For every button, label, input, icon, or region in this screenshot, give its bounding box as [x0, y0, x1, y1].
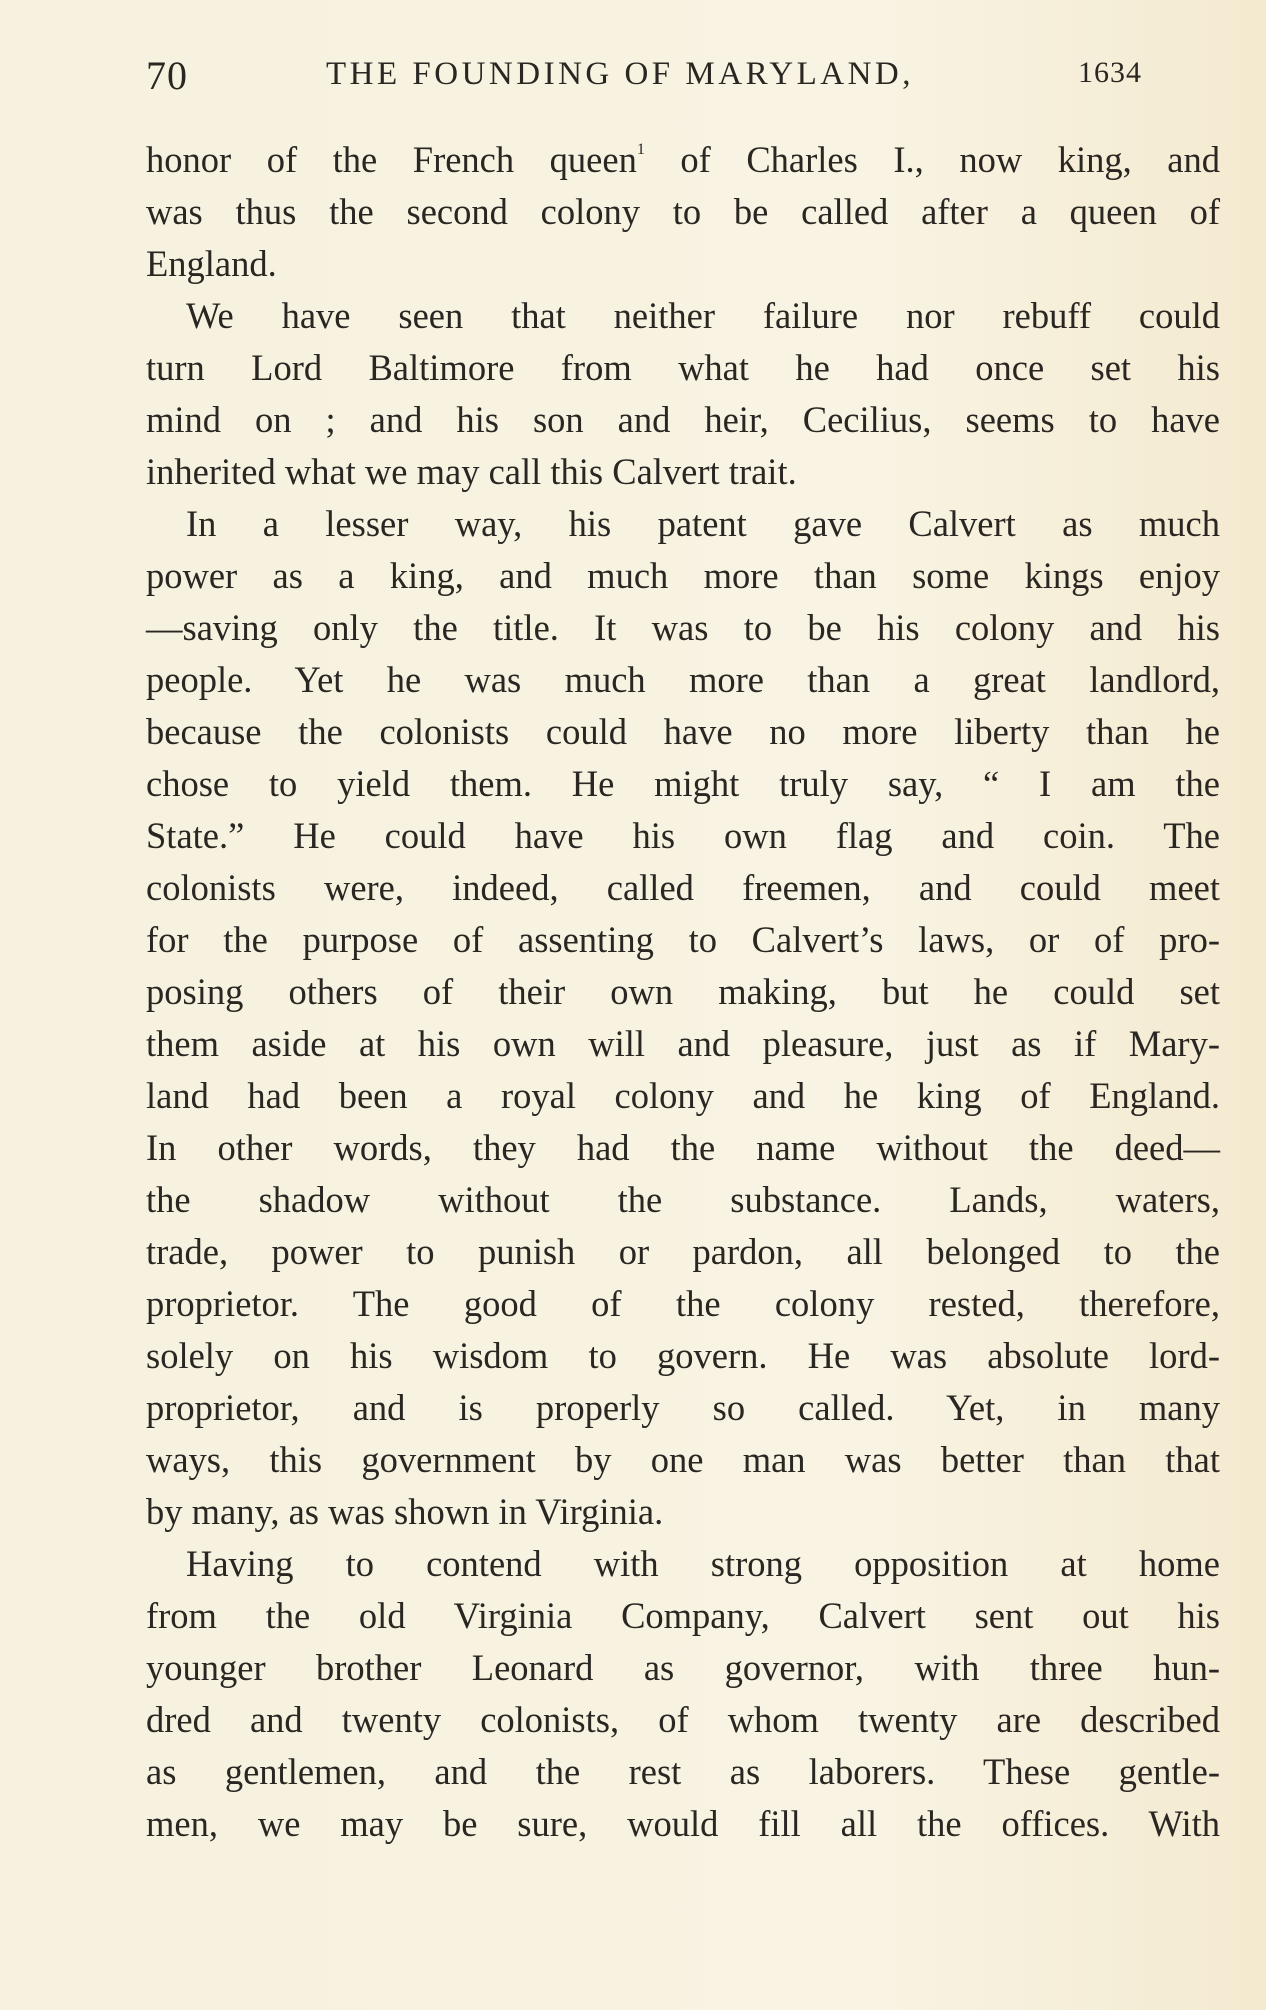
text-line: England.	[146, 243, 277, 284]
text-line: mind on ; and his son and heir, Cecilius, seems to have	[146, 399, 1220, 440]
text-line: them aside at his own will and pleasure, just as if Mary-	[146, 1023, 1220, 1064]
text-line: land had been a royal colony and he king of England.	[146, 1075, 1220, 1116]
text-line: because the colonists could have no more liberty than he	[146, 711, 1220, 752]
text-line: the shadow without the substance. Lands, waters,	[146, 1179, 1220, 1220]
text-line: honor of the French queen$^1$ of Charles I., now king, and	[146, 139, 1220, 180]
text-line: proprietor, and is properly so called. Yet, in many	[146, 1387, 1220, 1428]
text-line: Having to contend with strong opposition at home	[186, 1543, 1220, 1584]
text-line: inherited what we may call this Calvert trait.	[146, 451, 797, 492]
text-line: chose to yield them. He might truly say, “ I am the	[146, 763, 1220, 804]
text-line: by many, as was shown in Virginia.	[146, 1491, 664, 1532]
text-line: trade, power to punish or pardon, all belonged to the	[146, 1231, 1220, 1272]
text-line: dred and twenty colonists, of whom twenty are described	[146, 1699, 1220, 1740]
text-line: turn Lord Baltimore from what he had once set his	[146, 347, 1220, 388]
text-line: posing others of their own making, but he could set	[146, 971, 1220, 1012]
header-year: 1634	[1078, 56, 1142, 89]
text-line: people. Yet he was much more than a great landlord,	[146, 659, 1220, 700]
body-text	[146, 134, 1220, 1850]
text-line: was thus the second colony to be called after a queen of	[146, 191, 1220, 232]
text-line: men, we may be sure, would fill all the offices. With	[146, 1803, 1220, 1844]
running-title: THE FOUNDING OF MARYLAND,	[326, 56, 915, 92]
running-header	[146, 52, 1220, 102]
text-line: In other words, they had the name without the deed—	[146, 1127, 1220, 1168]
text-line: proprietor. The good of the colony rested, therefore,	[146, 1283, 1220, 1324]
text-line: —saving only the title. It was to be his colony and his	[146, 607, 1220, 648]
text-line: for the purpose of assenting to Calvert’s laws, or of pro-	[146, 919, 1220, 960]
text-line: ways, this government by one man was better than that	[146, 1439, 1220, 1480]
text-line: State.” He could have his own flag and coin. The	[146, 815, 1220, 856]
text-line: solely on his wisdom to govern. He was absolute lord-	[146, 1335, 1220, 1376]
text-line: power as a king, and much more than some kings enjoy	[146, 555, 1220, 596]
text-line: younger brother Leonard as governor, with three hun-	[146, 1647, 1220, 1688]
text-line: colonists were, indeed, called freemen, and could meet	[146, 867, 1220, 908]
text-line: as gentlemen, and the rest as laborers. These gentle-	[146, 1751, 1220, 1792]
text-line: We have seen that neither failure nor rebuff could	[186, 295, 1220, 336]
page-number: 70	[146, 53, 188, 98]
footnote-marker: 1	[636, 141, 645, 158]
text-line: from the old Virginia Company, Calvert sent out his	[146, 1595, 1220, 1636]
text-line: In a lesser way, his patent gave Calvert as much	[186, 503, 1220, 544]
